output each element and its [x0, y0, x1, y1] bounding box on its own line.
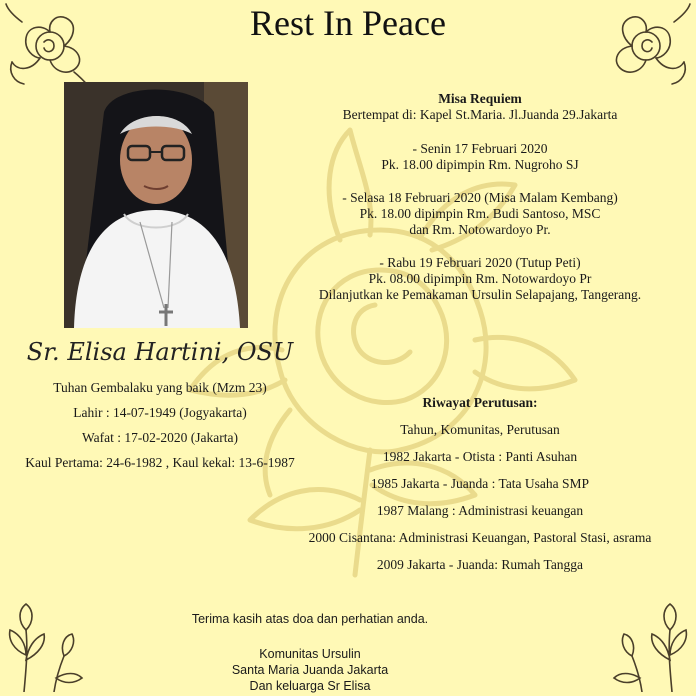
portrait-photo [64, 82, 248, 328]
riwayat-item: 1985 Jakarta - Juanda : Tata Usaha SMP [370, 476, 590, 491]
page-title: Rest In Peace [250, 3, 446, 43]
misa-place: Bertempat di: Kapel St.Maria. Jl.Juanda 29.Jakarta [342, 107, 618, 122]
footer-line: Dan keluarga Sr Elisa [249, 679, 371, 693]
riwayat-section [300, 389, 660, 578]
misa-rabu-detail: Pk. 08.00 dipimpin Rm. Notowardoyo Pr [368, 271, 592, 286]
misa-senin-date: - Senin 17 Februari 2020 [412, 141, 548, 156]
misa-senin-detail: Pk. 18.00 dipimpin Rm. Nugroho SJ [381, 157, 579, 172]
thanks-message: Terima kasih atas doa dan perhatian anda. [191, 612, 429, 626]
footer-line: Komunitas Ursulin [259, 647, 361, 661]
riwayat-item: 1987 Malang : Administrasi keuangan [376, 503, 584, 518]
misa-heading: Misa Requiem [438, 91, 522, 106]
riwayat-item: 1982 Jakarta - Otista : Panti Asuhan [382, 449, 578, 464]
misa-selasa-date: - Selasa 18 Februari 2020 (Misa Malam Kembang) [342, 190, 618, 205]
corner-flower-icon [4, 600, 96, 692]
birth-info: Lahir : 14-07-1949 (Jogyakarta) [73, 405, 247, 420]
riwayat-item: 2000 Cisantana: Administrasi Keuangan, Pastoral Stasi, asrama [308, 530, 652, 545]
footer-signature [150, 646, 470, 694]
misa-rabu-date: - Rabu 19 Februari 2020 (Tutup Peti) [379, 255, 581, 270]
vows-info: Kaul Pertama: 24-6-1982 , Kaul kekal: 13-6-1987 [25, 455, 295, 470]
riwayat-heading: Riwayat Perutusan: [422, 395, 538, 410]
person-name: Sr. Elisa Hartini, OSU [26, 338, 294, 366]
bible-verse: Tuhan Gembalaku yang baik (Mzm 23) [53, 380, 267, 395]
footer-line: Santa Maria Juanda Jakarta [231, 663, 389, 677]
misa-rabu-detail-2: Dilanjutkan ke Pemakaman Ursulin Selapajang, Tangerang. [318, 287, 642, 302]
corner-flower-icon [600, 600, 692, 692]
misa-selasa-detail: Pk. 18.00 dipimpin Rm. Budi Santoso, MSC [359, 206, 601, 221]
death-info: Wafat : 17-02-2020 (Jakarta) [82, 430, 238, 445]
riwayat-item: 2009 Jakarta - Juanda: Rumah Tangga [376, 557, 584, 572]
misa-selasa-detail-2: dan Rm. Notowardoyo Pr. [409, 222, 551, 237]
misa-section [300, 91, 660, 303]
riwayat-item: Tahun, Komunitas, Perutusan [400, 422, 560, 437]
